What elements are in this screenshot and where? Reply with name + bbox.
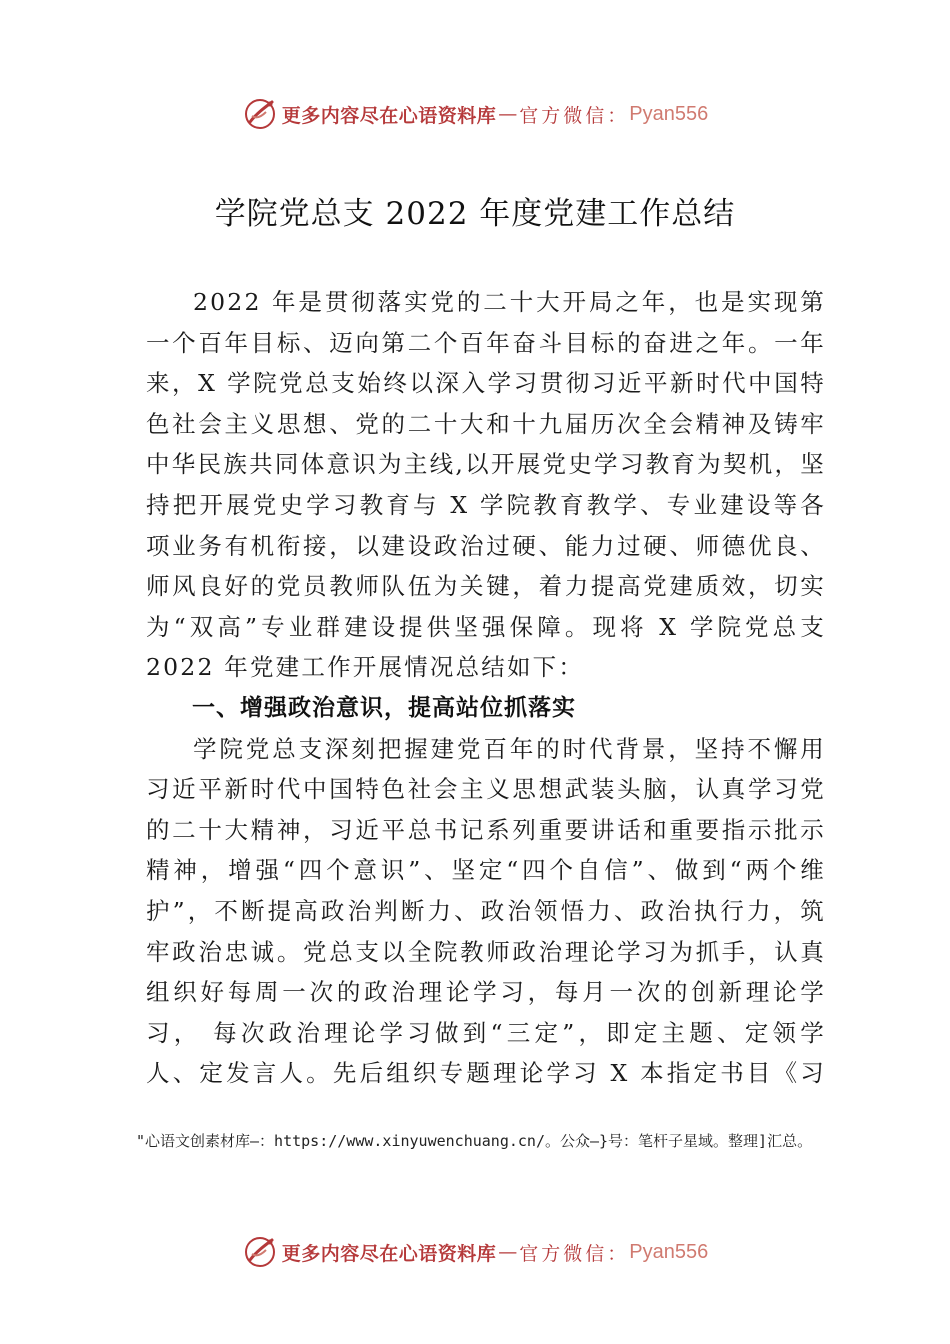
source-footnote: "心语文创素材库—：https://www.xinyuwenchuang.cn/。公众—}号：笔杆子星域。整理]汇总。 — [136, 1132, 813, 1150]
banner-wechat-id: Pyan556 — [629, 102, 709, 125]
section-1-heading: 一、增强政治意识，提高站位抓落实 — [192, 694, 576, 721]
body-text-area — [146, 282, 826, 1093]
banner-wechat-label: 官方微信： — [519, 1242, 630, 1265]
banner-brand-text: 更多内容尽在心语资料库 — [281, 1242, 497, 1265]
footer-watermark-banner — [0, 1232, 950, 1272]
banner-wechat-id: Pyan556 — [629, 1240, 709, 1263]
banner-separator: — — [498, 103, 518, 125]
brush-logo-icon — [242, 96, 278, 132]
document-body — [146, 282, 826, 1093]
section-1-paragraph: 学院党总支深刻把握建党百年的时代背景，坚持不懈用习近平新时代中国特色社会主义思想武装头脑，认真学习党的二十大精神，习近平总书记系列重要讲话和重要指示批示精神，增强“四个意识”、坚定“四个自信”、做到“两个维护”，不断提高政治判断力、政治领悟力、政治执行力，筑牢政治忠诚。党总支以全院教师政治理论学习为抓手，认真组织好每周一次的政治理论学习，每月一次的创新理论学习， 每次政治理论学习做到“三定”，即定主题、定领学人、定发言人。先后组织专题理论学习 X 本指定书目《习 — [146, 734, 826, 1088]
document-title: 学院党总支 2022 年度党建工作总结 — [214, 196, 736, 232]
header-watermark-banner — [0, 94, 950, 134]
brush-logo-icon — [242, 1234, 278, 1270]
banner-brand-text: 更多内容尽在心语资料库 — [281, 104, 497, 127]
banner-separator: — — [498, 1241, 518, 1263]
intro-paragraph: 2022 年是贯彻落实党的二十大开局之年，也是实现第一个百年目标、迈向第二个百年奋斗目标的奋进之年。一年来，X 学院党总支始终以深入学习贯彻习近平新时代中国特色社会主义思想、党的二十大和十九届历次全会精神及铸牢中华民族共同体意识为主线,以开展党史学习教育为契机，坚持把开展党史学习教育与 X 学院教育教学、专业建设等各项业务有机衔接，以建设政治过硬、能力过硬、师德优良、师风良好的党员教师队伍为关键，着力提高党建质效，切实为“双高”专业群建设提供坚强保障。现将 X 学院党总支 2022 年党建工作开展情况总结如下： — [146, 288, 826, 682]
banner-wechat-label: 官方微信： — [519, 104, 630, 127]
